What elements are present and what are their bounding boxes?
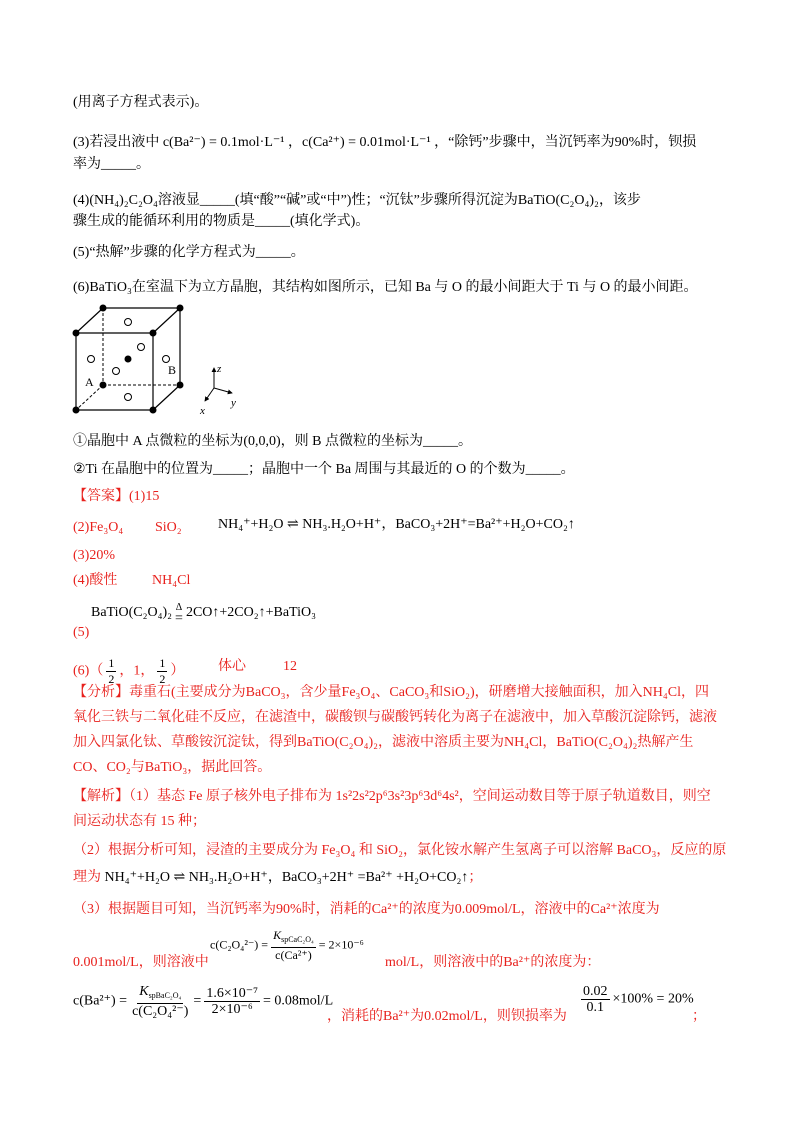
explanation-1: 【解析】（1）基态 Fe 原子核外电子排布为 1s²2s²2p⁶3s²3p⁶3d⁶4s²，空间运动数目等于原子轨道数目，则空 bbox=[73, 789, 711, 804]
question-4-prefix: (4) bbox=[73, 193, 90, 208]
explanation-3-line3: ，消耗的Ba²⁺为0.02mol/L，则钡损率为 bbox=[327, 1009, 567, 1024]
question-4-line2: 骤生成的能循环利用的物质是_____(填化学式)。 bbox=[73, 214, 370, 229]
question-6-1 bbox=[73, 432, 472, 452]
explanation-2-prefix: 理为 bbox=[73, 870, 101, 885]
corner-atom bbox=[73, 407, 80, 414]
eq2-mid: = bbox=[193, 993, 202, 1009]
corner-atom bbox=[150, 330, 157, 337]
explanation-2-equation: NH₄⁺+H₂O ⇌ NH₃.H₂O+H⁺，BaCO₃+2H⁺ =Ba²⁺ +H₂O+CO₂↑ bbox=[104, 870, 469, 885]
corner-atom bbox=[73, 330, 80, 337]
eq2-denominator: c(C₂O₄²⁻) bbox=[132, 1004, 189, 1019]
answer-6-middle: ，1， bbox=[119, 663, 155, 679]
ba-ion-concentration: c(Ba²⁻) = 0.1mol·L⁻¹ bbox=[162, 135, 285, 150]
eq2-value-numerator: 1.6×10⁻⁷ bbox=[206, 986, 258, 1001]
precipitate-formula: BaTiO(C₂O₄)₂ bbox=[517, 193, 599, 208]
loss-rate-equation bbox=[578, 984, 694, 1015]
question-4-suffix: ，该步 bbox=[598, 193, 641, 208]
face-center-atom bbox=[113, 368, 120, 375]
question-6-prefix: (6) bbox=[73, 280, 90, 295]
eq3-rhs: ×100% = 20% bbox=[612, 991, 694, 1007]
explanation-3-line2-prefix: 0.001mol/L，则溶液中 bbox=[73, 955, 209, 970]
face-center-atom bbox=[125, 319, 132, 326]
answer-5-label: (5) bbox=[73, 625, 90, 640]
answer-2-sio2: SiO₂ bbox=[155, 520, 182, 535]
question-3-line2: 率为_____。 bbox=[73, 157, 150, 172]
answer-1: 【答案】(1)15 bbox=[73, 489, 160, 504]
answer-4-label: (4)酸性 bbox=[73, 573, 118, 588]
question-4-middle: 溶液显_____(填“酸”“碱”或“中”)性；“沉钛”步骤所得沉淀为 bbox=[157, 193, 518, 208]
eq2-ksp: K bbox=[139, 984, 149, 999]
question-continuation: (用离子方程式表示)。 bbox=[73, 95, 209, 110]
question-3 bbox=[73, 133, 696, 153]
corner-atom bbox=[100, 305, 107, 312]
barium-titanate-formula: BaTiO₃ bbox=[89, 280, 132, 295]
barium-concentration-equation bbox=[73, 984, 333, 1019]
face-center-atom bbox=[138, 344, 145, 351]
answer-5-reactant: BaTiO(C₂O₄)₂ bbox=[91, 605, 173, 621]
cube-edge bbox=[153, 308, 180, 333]
question-6-2: ②Ti 在晶胞中的位置为_____；晶胞中一个 Ba 周围与其最近的 O 的个数为_____。 bbox=[73, 462, 575, 477]
eq3-denominator: 0.1 bbox=[586, 1000, 604, 1015]
explanation-2-line2 bbox=[73, 868, 482, 888]
x-axis-label: x bbox=[200, 405, 205, 417]
separator-comma: ， bbox=[287, 135, 302, 150]
cube-edge bbox=[76, 308, 103, 333]
answer-2-label: (2)Fe₃O₄ bbox=[73, 520, 124, 535]
delta-symbol: Δ bbox=[175, 602, 183, 613]
corner-atom bbox=[177, 305, 184, 312]
explanation-2-end: ； bbox=[468, 870, 483, 885]
answer-4-formula: NH₄Cl bbox=[152, 573, 191, 588]
eq2-value-denominator: 2×10⁻⁶ bbox=[211, 1002, 253, 1017]
oxalate-concentration-equation bbox=[210, 928, 364, 963]
z-axis-label: z bbox=[217, 363, 222, 375]
explanation-1-line2: 间运动状态有 15 种； bbox=[73, 814, 206, 829]
answer-6-position: 体心 bbox=[218, 659, 246, 674]
corner-atom bbox=[150, 407, 157, 414]
fraction-z-numerator: 1 bbox=[159, 656, 166, 670]
point-b-label: B bbox=[168, 363, 177, 377]
explanation-3: （3）根据题目可知，当沉钙率为90%时，消耗的Ca²⁺的浓度为0.009mol/L，溶液中的Ca²⁺浓度为 bbox=[73, 902, 660, 917]
face-center-atom bbox=[163, 356, 170, 363]
eq1-lhs: c(C₂O₄²⁻) = bbox=[210, 937, 269, 952]
eq1-rhs: = 2×10⁻⁶ bbox=[318, 937, 364, 952]
question-3-prefix: (3)若浸出液中 bbox=[73, 135, 160, 150]
y-axis bbox=[214, 388, 232, 393]
x-axis bbox=[205, 388, 214, 401]
question-3-suffix: ，“除钙”步骤中，当沉钙率为90%时，钡损 bbox=[434, 135, 697, 150]
analysis-line-2: 氧化三铁与二氧化硅不反应，在滤渣中，碳酸钡与碳酸钙转化为离子在滤液中，加入草酸沉淀除钙，滤液 bbox=[73, 710, 717, 725]
eq3-fraction bbox=[581, 984, 610, 1015]
analysis-line-1: 【分析】毒重石(主要成分为BaCO₃，含少量Fe₃O₄、CaCO₃和SiO₂)，研磨增大接触面积，加入NH₄Cl，四 bbox=[73, 685, 709, 700]
eq1-numerator bbox=[271, 928, 316, 948]
eq2-numerator bbox=[137, 984, 183, 1004]
eq1-fraction bbox=[271, 928, 316, 963]
body-center-atom bbox=[125, 356, 132, 363]
eq3-numerator: 0.02 bbox=[583, 984, 608, 999]
analysis-line-4: CO、CO₂与BaTiO₃，据此回答。 bbox=[73, 760, 272, 775]
eq2-value-fraction bbox=[204, 986, 260, 1017]
fraction-x-denominator: 2 bbox=[108, 672, 115, 686]
face-center-atom bbox=[88, 356, 95, 363]
cube-edge bbox=[153, 385, 180, 410]
answer-6-count: 12 bbox=[283, 659, 297, 674]
eq2-lhs: c(Ba²⁺) = bbox=[73, 993, 128, 1009]
question-5: (5)“热解”步骤的化学方程式为_____。 bbox=[73, 245, 305, 260]
answer-6-label: (6)（ bbox=[73, 663, 104, 679]
question-4 bbox=[73, 191, 641, 211]
explanation-3-line2-suffix: mol/L，则溶液中的Ba²⁺的浓度为： bbox=[385, 955, 601, 970]
analysis-line-3: 加入四氯化钛、草酸铵沉淀钛，得到BaTiO(C₂O₄)₂，滤液中溶质主要为NH₄Cl，BaTiO(C₂O₄)₂热解产生 bbox=[73, 735, 694, 750]
question-6-1-prefix: ①晶胞中 A 点微粒的坐标为 bbox=[73, 434, 244, 449]
fraction-z-denominator: 2 bbox=[159, 672, 166, 686]
unit-cell-figure bbox=[60, 295, 260, 420]
equals-sign: = bbox=[175, 611, 183, 626]
explanation-2: （2）根据分析可知，浸渣的主要成分为 Fe₃O₄ 和 SiO₂，氯化铵水解产生氢离子可以溶解 BaCO₃，反应的原 bbox=[73, 843, 727, 858]
face-center-atom bbox=[125, 394, 132, 401]
ammonium-oxalate-formula: (NH₄)₂C₂O₄ bbox=[89, 193, 158, 208]
question-6-1-suffix: ，则 B 点微粒的坐标为_____。 bbox=[280, 434, 473, 449]
coordinate-a: (0,0,0) bbox=[243, 434, 281, 449]
y-axis-label: y bbox=[231, 397, 236, 409]
answer-2-equation: NH₄⁺+H₂O ⇌ NH₃.H₂O+H⁺，BaCO₃+2H⁺=Ba²⁺+H₂O+CO₂↑ bbox=[218, 517, 575, 532]
eq1-ksp-subscript: spCaC₂O₄ bbox=[281, 935, 314, 944]
eq2-fraction bbox=[130, 984, 190, 1019]
corner-atom bbox=[100, 382, 107, 389]
explanation-3-end: ； bbox=[692, 1009, 706, 1024]
corner-atom bbox=[177, 382, 184, 389]
eq1-ksp: K bbox=[273, 928, 282, 942]
question-6-suffix: 在室温下为立方晶胞，其结构如图所示，已知 Ba 与 O 的最小间距大于 Ti 与 O 的最小间距。 bbox=[131, 280, 698, 295]
heat-condition bbox=[175, 602, 183, 624]
answer-5-products: 2CO↑+2CO₂↑+BaTiO₃ bbox=[185, 605, 316, 621]
eq2-ksp-subscript: spBaC₂O₄ bbox=[148, 991, 182, 1000]
fraction-x-numerator: 1 bbox=[108, 656, 115, 670]
answer-3: (3)20% bbox=[73, 548, 115, 563]
ca-ion-concentration: c(Ca²⁺) = 0.01mol·L⁻¹ bbox=[301, 135, 431, 150]
answer-6-close: ） bbox=[170, 663, 185, 679]
point-a-label: A bbox=[85, 375, 94, 389]
eq2-rhs: = 0.08mol/L bbox=[263, 993, 334, 1009]
answer-5-equation bbox=[91, 602, 316, 624]
eq1-denominator: c(Ca²⁺) bbox=[275, 948, 312, 962]
